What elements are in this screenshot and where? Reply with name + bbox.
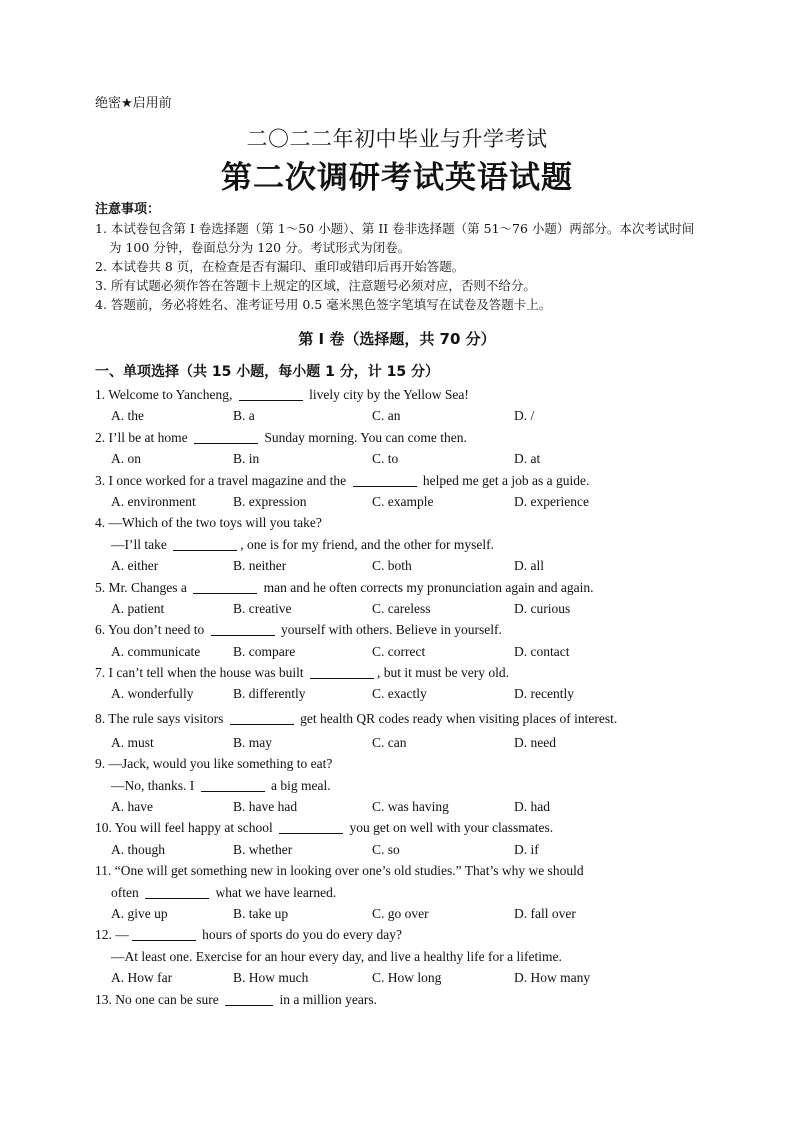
question-stem — [95, 427, 705, 448]
question-text: yourself with others. Believe in yourself. — [277, 622, 502, 638]
question-text: man and he often corrects my pronunciation again and again. — [260, 579, 594, 595]
answer-option[interactable]: B. creative — [233, 600, 292, 616]
answer-blank[interactable] — [194, 429, 258, 444]
options-row — [95, 903, 705, 924]
answer-option[interactable]: A. environment — [111, 493, 196, 509]
question-text: you get on well with your classmates. — [346, 820, 554, 836]
question-stem — [95, 924, 705, 945]
question-text: , but it must be very old. — [376, 665, 509, 681]
answer-option[interactable]: D. all — [514, 558, 544, 574]
question-text: 2. I’ll be at home — [95, 429, 191, 445]
question-text: 12. — — [95, 927, 129, 943]
question-subline: —At least one. Exercise for an hour every day, and live a healthy life for a lifetime. — [111, 948, 562, 964]
question-text: in a million years. — [276, 991, 377, 1007]
exam-title-line2: 第二次调研考试英语试题 — [221, 160, 573, 196]
question-stem — [95, 817, 705, 838]
answer-option[interactable]: D. fall over — [514, 905, 576, 921]
answer-option[interactable]: B. in — [233, 451, 260, 467]
answer-option[interactable]: D. contact — [514, 643, 570, 659]
question-text: a big meal. — [267, 777, 331, 793]
answer-option[interactable]: A. the — [111, 408, 144, 424]
answer-option[interactable]: C. How long — [372, 970, 442, 986]
answer-option[interactable]: D. need — [514, 734, 556, 750]
answer-option[interactable]: C. was having — [372, 799, 449, 815]
answer-option[interactable]: D. at — [514, 451, 541, 467]
options-row — [95, 641, 705, 662]
answer-option[interactable]: C. correct — [372, 643, 426, 659]
note-item: 3. 所有试题必须作答在答题卡上规定的区域，注意题号必须对应，否则不给分。 — [95, 278, 536, 293]
note-item: 4. 答题前，务必将姓名、准考证号用 0.5 毫米黑色签字笔填写在试卷及答题卡上。 — [95, 297, 552, 312]
question-stem — [95, 860, 705, 881]
answer-option[interactable]: D. recently — [514, 686, 574, 702]
note-item: 1. 本试卷包含第 I 卷选择题（第 1～50 小题）、第 II 卷非选择题（第 51～76 小题）两部分。本次考试时间为 100 分钟，卷面总分为 120 分。考试形式为闭卷。 — [95, 221, 695, 255]
options-row — [95, 732, 705, 753]
answer-option[interactable]: C. example — [372, 493, 434, 509]
answer-option[interactable]: B. may — [233, 734, 272, 750]
answer-option[interactable]: C. exactly — [372, 686, 427, 702]
answer-option[interactable]: A. have — [111, 799, 153, 815]
answer-option[interactable]: D. had — [514, 799, 550, 815]
question-text: 4. —Which of the two toys will you take? — [95, 515, 322, 531]
question-stem — [95, 705, 705, 732]
options-row — [95, 796, 705, 817]
options-row — [95, 598, 705, 619]
answer-option[interactable]: A. must — [111, 734, 154, 750]
options-row — [95, 448, 705, 469]
notes-heading: 注意事项： — [95, 202, 161, 217]
question-text: 11. “One will get something new in looking over one’s old studies.” That’s why we should — [95, 863, 584, 879]
answer-option[interactable]: B. whether — [233, 841, 293, 857]
answer-blank[interactable] — [173, 536, 237, 551]
question-text: —No, thanks. I — [111, 777, 198, 793]
question-stem — [95, 989, 705, 1010]
answer-blank[interactable] — [230, 710, 294, 725]
answer-option[interactable]: D. curious — [514, 600, 571, 616]
question-stem — [95, 512, 705, 533]
answer-option[interactable]: A. though — [111, 841, 165, 857]
answer-option[interactable]: C. go over — [372, 905, 429, 921]
question-subline — [95, 882, 705, 903]
answer-option[interactable]: A. wonderfully — [111, 686, 194, 702]
confidential-label: 绝密★启用前 — [95, 96, 172, 111]
options-row — [95, 683, 705, 704]
exam-notes — [95, 200, 705, 314]
answer-option[interactable]: B. have had — [233, 799, 298, 815]
question-stem — [95, 619, 705, 640]
answer-blank[interactable] — [145, 884, 209, 899]
question-text: 8. The rule says visitors — [95, 710, 227, 726]
question-text: helped me get a job as a guide. — [419, 472, 590, 488]
answer-option[interactable]: C. an — [372, 408, 401, 424]
answer-option[interactable]: B. expression — [233, 493, 307, 509]
question-text: 10. You will feel happy at school — [95, 820, 277, 836]
question-text: —I’ll take — [111, 536, 171, 552]
answer-option[interactable]: B. differently — [233, 686, 306, 702]
question-stem — [95, 753, 705, 774]
exam-title-line1: 二〇二二年初中毕业与升学考试 — [246, 127, 548, 151]
question-text: 6. You don’t need to — [95, 622, 208, 638]
answer-option[interactable]: D. How many — [514, 970, 591, 986]
options-row — [95, 491, 705, 512]
question-subline — [95, 534, 705, 555]
question-text: Sunday morning. You can come then. — [260, 429, 467, 445]
answer-blank[interactable] — [310, 664, 374, 679]
answer-option[interactable]: B. neither — [233, 558, 287, 574]
answer-blank[interactable] — [193, 579, 257, 594]
answer-option[interactable]: D. / — [514, 408, 535, 424]
answer-option[interactable]: A. patient — [111, 600, 165, 616]
question-subline — [95, 775, 705, 796]
question-text: 7. I can’t tell when the house was built — [95, 665, 307, 681]
answer-option[interactable]: D. if — [514, 841, 539, 857]
note-item: 2. 本试卷共 8 页，在检查是否有漏印、重印或错印后再开始答题。 — [95, 259, 465, 274]
answer-option[interactable]: C. both — [372, 558, 412, 574]
question-text: 1. Welcome to Yancheng, — [95, 387, 236, 402]
options-row — [95, 555, 705, 576]
question-text: , one is for my friend, and the other for myself. — [240, 536, 495, 552]
answer-option[interactable]: B. compare — [233, 643, 296, 659]
answer-blank[interactable] — [201, 777, 265, 792]
question-text: 9. —Jack, would you like something to eat? — [95, 756, 333, 772]
answer-blank[interactable] — [279, 819, 343, 834]
section-heading: 一、单项选择（共 15 小题，每小题 1 分，计 15 分） — [95, 364, 439, 380]
question-text: 3. I once worked for a travel magazine and the — [95, 472, 350, 488]
question-text: often — [111, 884, 143, 900]
question-text: 13. No one can be sure — [95, 991, 223, 1007]
answer-option[interactable]: C. to — [372, 451, 399, 467]
answer-blank[interactable] — [353, 472, 417, 487]
answer-blank[interactable] — [239, 386, 303, 401]
question-list — [95, 384, 705, 1010]
answer-option[interactable]: A. give up — [111, 905, 168, 921]
answer-option[interactable]: D. experience — [514, 493, 589, 509]
answer-blank[interactable] — [132, 926, 196, 941]
question-stem — [95, 470, 705, 491]
answer-option[interactable]: A. on — [111, 451, 141, 467]
answer-option[interactable]: C. careless — [372, 600, 431, 616]
answer-option[interactable]: A. How far — [111, 970, 173, 986]
question-stem — [95, 384, 705, 405]
answer-blank[interactable] — [211, 621, 275, 636]
question-text: hours of sports do you do every day? — [198, 927, 402, 943]
question-stem — [95, 662, 705, 683]
answer-option[interactable]: B. a — [233, 408, 255, 424]
answer-option[interactable]: A. either — [111, 558, 159, 574]
question-stem — [95, 577, 705, 598]
answer-option[interactable]: A. communicate — [111, 643, 201, 659]
options-row — [95, 405, 705, 426]
question-text: lively city by the Yellow Sea! — [305, 387, 469, 402]
options-row — [95, 839, 705, 860]
question-text: 5. Mr. Changes a — [95, 579, 191, 595]
part-title: 第 I 卷（选择题，共 70 分） — [298, 330, 496, 348]
options-row — [95, 967, 705, 988]
answer-option[interactable]: C. can — [372, 734, 407, 750]
answer-blank[interactable] — [225, 991, 273, 1006]
answer-option[interactable]: C. so — [372, 841, 400, 857]
answer-option[interactable]: B. How much — [233, 970, 309, 986]
answer-option[interactable]: B. take up — [233, 905, 289, 921]
question-text: get health QR codes ready when visiting places of interest. — [296, 710, 618, 726]
question-text: what we have learned. — [212, 884, 337, 900]
